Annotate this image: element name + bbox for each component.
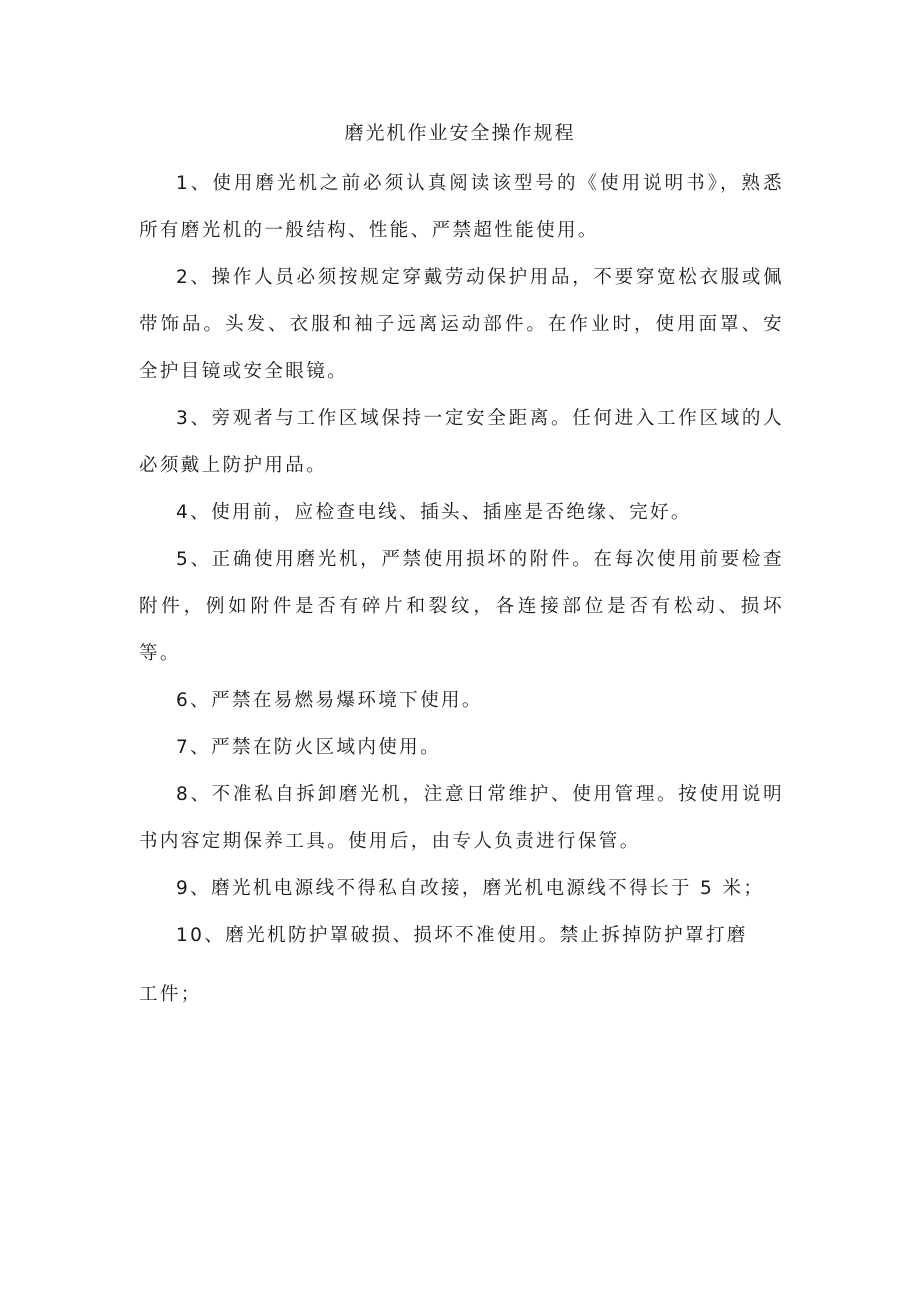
paragraph-4: 4、使用前，应检查电线、插头、插座是否绝缘、完好。 (176, 502, 692, 523)
document-body (139, 160, 784, 1018)
paragraph-2: 2、操作人员必须按规定穿戴劳动保护用品，不要穿宽松衣服或佩带饰品。头发、衣服和袖子远离运动部件。在作业时，使用面罩、安全护目镜或安全眼镜。 (139, 267, 784, 382)
paragraph-3: 3、旁观者与工作区域保持一定安全距离。任何进入工作区域的人必须戴上防护用品。 (139, 408, 784, 476)
paragraph-7: 7、严禁在防火区域内使用。 (176, 737, 441, 758)
paragraph-10-line-2: 工件； (139, 984, 202, 1005)
paragraph-1: 1、使用磨光机之前必须认真阅读该型号的《使用说明书》，熟悉所有磨光机的一般结构、性能、严禁超性能使用。 (139, 173, 784, 241)
paragraph-8: 8、不准私自拆卸磨光机，注意日常维护、使用管理。按使用说明书内容定期保养工具。使用后，由专人负责进行保管。 (139, 784, 784, 852)
paragraph-6: 6、严禁在易燃易爆环境下使用。 (176, 690, 483, 711)
paragraph-9: 9、磨光机电源线不得私自改接，磨光机电源线不得长于 5 米； (176, 878, 765, 899)
paragraph-5: 5、正确使用磨光机，严禁使用损坏的附件。在每次使用前要检查附件，例如附件是否有碎片和裂纹，各连接部位是否有松动、损坏等。 (139, 549, 784, 664)
paragraph-10-line-1: 10、磨光机防护罩破损、损坏不准使用。禁止拆掉防护罩打磨 (176, 925, 748, 946)
page-title: 磨光机作业安全操作规程 (344, 122, 576, 144)
